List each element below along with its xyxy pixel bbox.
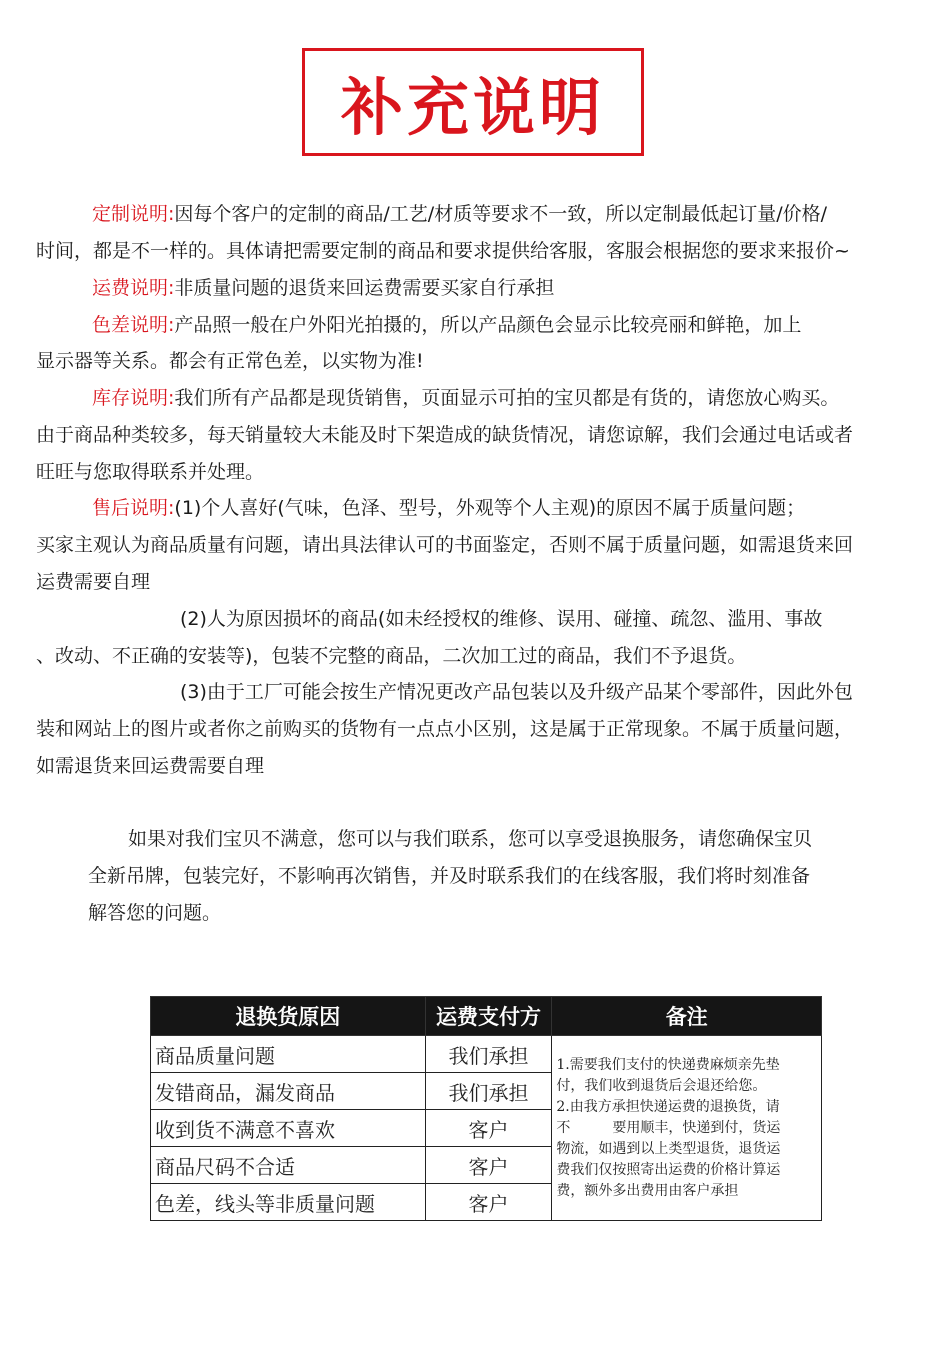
stock-note-line1 — [92, 385, 839, 411]
reason-cell: 商品尺码不合适 — [151, 1147, 426, 1184]
reason-cell: 色差，线头等非质量问题 — [151, 1184, 426, 1221]
reason-cell: 商品质量问题 — [151, 1036, 426, 1073]
header-note: 备注 — [552, 997, 822, 1036]
stock-note-text: 我们所有产品都是现货销售，页面显示可拍的宝贝都是有货的，请您放心购买。 — [174, 387, 840, 409]
note-cell: 1.需要我们支付的快递费麻烦亲先垫 付，我们收到退货后会退还给您。 2.由我方承担快递运费的退换货，请 不 要用顺丰，快递到付，货运 物流，如遇到以上类型退货，退货运 费我们仅按照寄出运费的价格计算运 费，额外多出费用由客户承担 — [552, 1036, 822, 1221]
payer-cell: 客户 — [425, 1110, 552, 1147]
color-note-text: 产品照一般在户外阳光拍摄的，所以产品颜色会显示比较亮丽和鲜艳，加上 — [174, 314, 802, 336]
title-box — [302, 48, 644, 156]
aftersale-p2-line1: (2)人为原因损坏的商品(如未经授权的维修、误用、碰撞、疏忽、滥用、事故 — [180, 608, 823, 630]
payer-cell: 客户 — [425, 1184, 552, 1221]
aftersale-p2-line2: 、改动、不正确的安装等)，包装不完整的商品，二次加工过的商品，我们不予退货。 — [36, 645, 747, 667]
closing-line2: 全新吊牌，包装完好，不影响再次销售，并及时联系我们的在线客服，我们将时刻准备 — [88, 865, 811, 887]
stock-note-label: 库存说明: — [92, 387, 175, 409]
return-policy-table — [150, 996, 822, 1221]
payer-cell: 我们承担 — [425, 1036, 552, 1073]
stock-note-line3: 旺旺与您取得联系并处理。 — [36, 461, 265, 483]
header-reason: 退换货原因 — [151, 997, 426, 1036]
custom-note-text: 因每个客户的定制的商品/工艺/材质等要求不一致，所以定制最低起订量/价格/ — [174, 203, 828, 225]
shipping-note-text: 非质量问题的退货来回运费需要买家自行承担 — [174, 277, 555, 299]
aftersale-p1-line2: 买家主观认为商品质量有问题，请出具法律认可的书面鉴定，否则不属于质量问题，如需退货来回 — [36, 534, 854, 556]
payer-cell: 客户 — [425, 1147, 552, 1184]
color-note-line2: 显示器等关系。都会有正常色差，以实物为准! — [36, 350, 424, 372]
custom-note-line1 — [92, 201, 827, 227]
aftersale-p3-line3: 如需退货来回运费需要自理 — [36, 755, 265, 777]
table-header-row — [151, 997, 822, 1036]
payer-cell: 我们承担 — [425, 1073, 552, 1110]
reason-cell: 收到货不满意不喜欢 — [151, 1110, 426, 1147]
reason-cell: 发错商品，漏发商品 — [151, 1073, 426, 1110]
aftersale-p3-line1: (3)由于工厂可能会按生产情况更改产品包装以及升级产品某个零部件，因此外包 — [180, 681, 853, 703]
aftersale-note-text: (1)个人喜好(气味，色泽、型号，外观等个人主观)的原因不属于质量问题； — [174, 497, 806, 519]
color-note-line1 — [92, 312, 801, 338]
closing-line1: 如果对我们宝贝不满意，您可以与我们联系，您可以享受退换服务，请您确保宝贝 — [128, 828, 813, 850]
table-row — [151, 1036, 822, 1073]
custom-note-line2: 时间，都是不一样的。具体请把需要定制的商品和要求提供给客服，客服会根据您的要求来报价~ — [36, 240, 850, 262]
shipping-note-label: 运费说明: — [92, 277, 175, 299]
aftersale-p1-line3: 运费需要自理 — [36, 571, 151, 593]
closing-line3: 解答您的问题。 — [88, 902, 222, 924]
aftersale-note-line1 — [92, 495, 805, 521]
page-title: 补充说明 — [340, 70, 605, 144]
color-note-label: 色差说明: — [92, 314, 175, 336]
header-payer: 运费支付方 — [425, 997, 552, 1036]
aftersale-note-label: 售后说明: — [92, 497, 175, 519]
stock-note-line2: 由于商品种类较多，每天销量较大未能及时下架造成的缺货情况，请您谅解，我们会通过电话或者 — [36, 424, 854, 446]
custom-note-label: 定制说明: — [92, 203, 175, 225]
aftersale-p3-line2: 装和网站上的图片或者你之前购买的货物有一点点小区别，这是属于正常现象。不属于质量问题， — [36, 718, 854, 740]
shipping-note-line1 — [92, 275, 554, 301]
